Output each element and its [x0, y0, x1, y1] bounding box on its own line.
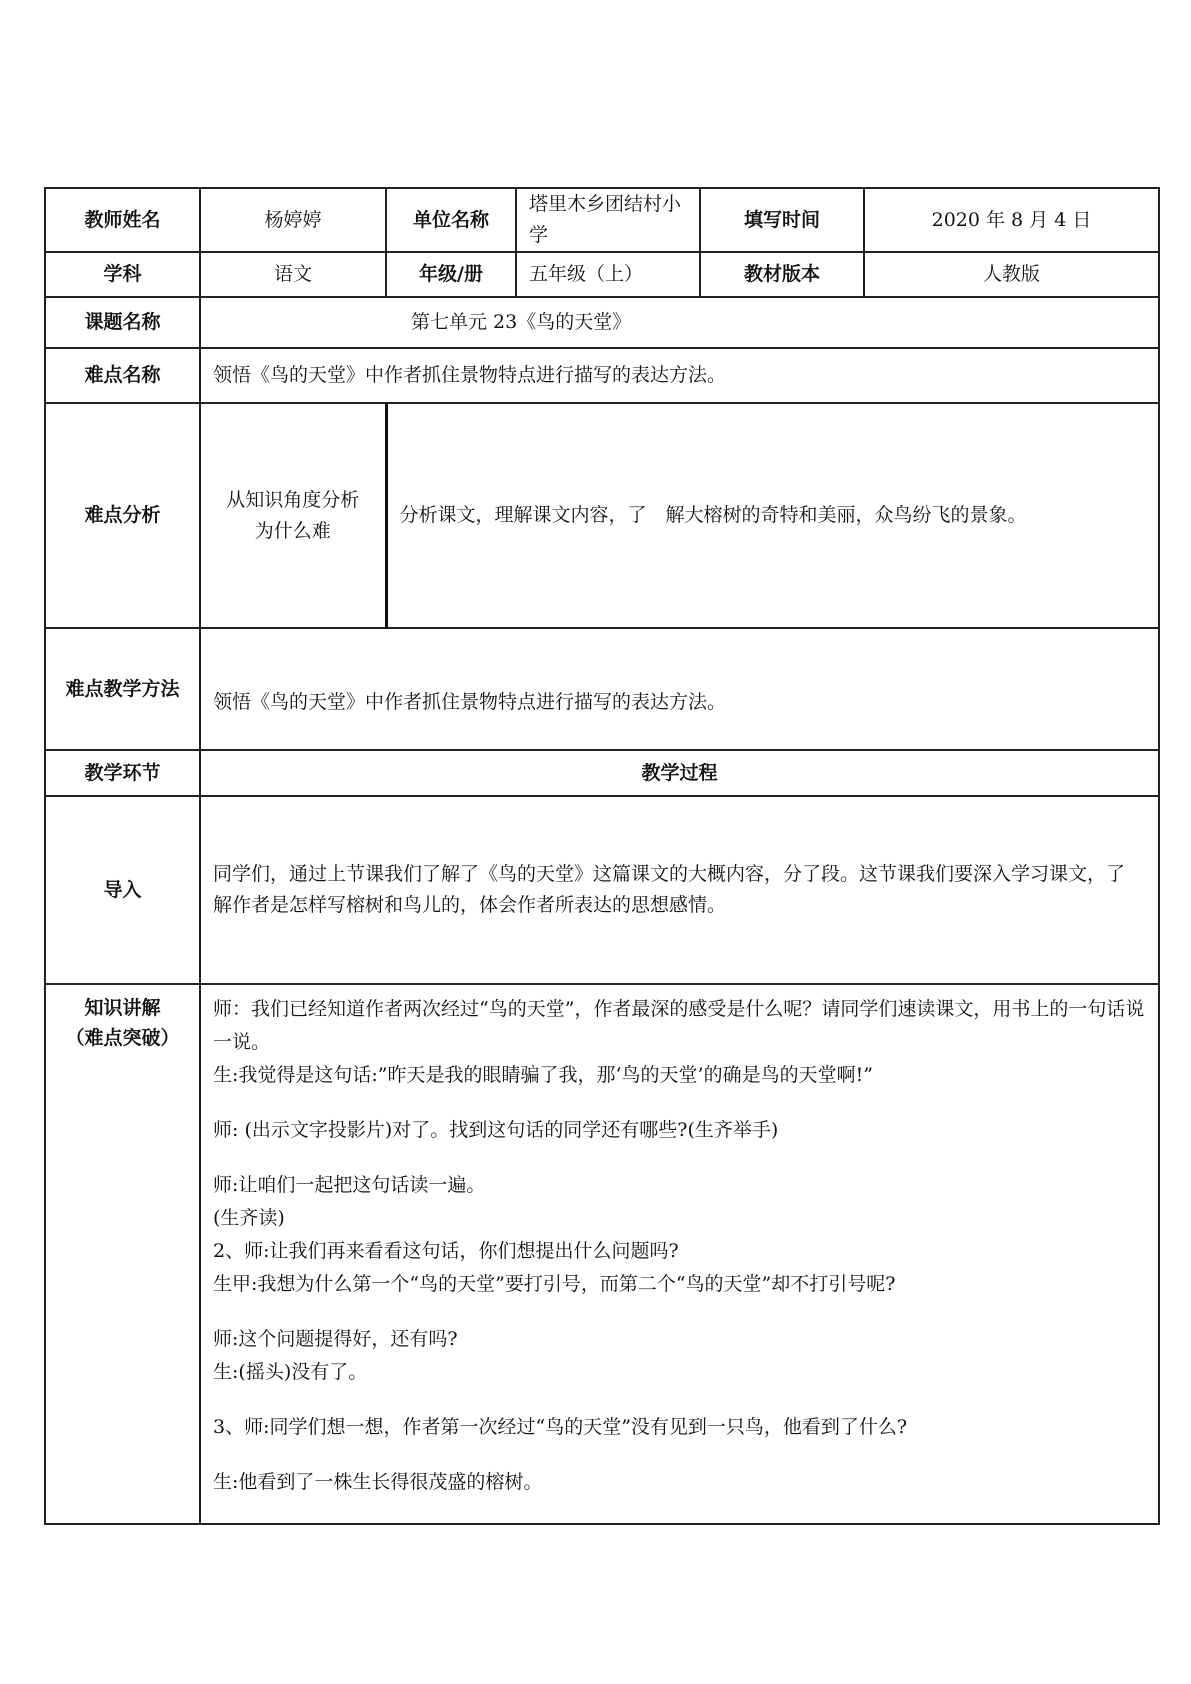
fill-time-label: 填写时间: [700, 188, 864, 252]
fill-time-value: 2020 年 8 月 4 日: [864, 188, 1159, 252]
knowledge-angle-label: 从知识角度分析为什么难: [200, 403, 386, 628]
difficulty-name-row: [45, 348, 1159, 403]
teacher-name-label: 教师姓名: [45, 188, 200, 252]
grade-value: 五年级（上）: [516, 252, 700, 297]
difficulty-analysis-row: [45, 403, 1159, 628]
lesson-title-row: [45, 297, 1159, 348]
process-line: 3、师:同学们想一想，作者第一次经过“鸟的天堂”没有见到一只鸟，他看到了什么?: [213, 1416, 908, 1438]
teacher-name-value: 杨婷婷: [200, 188, 386, 252]
grade-label: 年级/册: [386, 252, 516, 297]
process-gap: [213, 1389, 1146, 1411]
process-gap: [213, 1092, 1146, 1114]
process-gap: [213, 1444, 1146, 1466]
process-line: 师:让咱们一起把这句话读一遍。: [213, 1174, 486, 1196]
process-line: 生:我觉得是这句话:”昨天是我的眼睛骗了我，那‘鸟的天堂’的确是鸟的天堂啊!”: [213, 1064, 873, 1086]
process-line: 生:(摇头)没有了。: [213, 1361, 368, 1383]
difficulty-name-value: 领悟《鸟的天堂》中作者抓住景物特点进行描写的表达方法。: [200, 348, 1159, 403]
intro-label: 导入: [45, 796, 200, 984]
difficulty-method-label: 难点教学方法: [45, 628, 200, 750]
process-header-row: [45, 750, 1159, 796]
unit-name-value: 塔里木乡团结村小学: [516, 188, 700, 252]
lesson-title-label: 课题名称: [45, 297, 200, 348]
process-gap: [213, 1301, 1146, 1323]
difficulty-method-value: 领悟《鸟的天堂》中作者抓住景物特点进行描写的表达方法。: [200, 628, 1159, 750]
knowledge-explain-label-line2: （难点突破）: [65, 1027, 180, 1049]
knowledge-row: [45, 984, 1159, 1524]
difficulty-name-label: 难点名称: [45, 348, 200, 403]
textbook-version-value: 人教版: [864, 252, 1159, 297]
info-row-2: [45, 252, 1159, 297]
teaching-stage-label: 教学环节: [45, 750, 200, 796]
teaching-process-label: 教学过程: [200, 750, 1159, 796]
process-gap: [213, 1147, 1146, 1169]
knowledge-explain-label-line1: 知识讲解: [84, 997, 161, 1019]
difficulty-analysis-label: 难点分析: [45, 403, 200, 628]
lesson-plan-table: [44, 187, 1160, 1525]
intro-value: 同学们，通过上节课我们了解了《鸟的天堂》这篇课文的大概内容，分了段。这节课我们要深入学习课文，了 解作者是怎样写榕树和鸟儿的，体会作者所表达的思想感情。: [200, 796, 1159, 984]
difficulty-analysis-value: 分析课文，理解课文内容，了 解大榕树的奇特和美丽，众鸟纷飞的景象。: [386, 403, 1159, 628]
unit-name-label: 单位名称: [386, 188, 516, 252]
subject-label: 学科: [45, 252, 200, 297]
process-line: 生:他看到了一株生长得很茂盛的榕树。: [213, 1471, 543, 1493]
process-line: 生甲:我想为什么第一个“鸟的天堂”要打引号，而第二个“鸟的天堂”却不打引号呢?: [213, 1273, 896, 1295]
lesson-title-value: 第七单元 23《鸟的天堂》: [200, 297, 1159, 348]
knowledge-process-content: [200, 984, 1159, 1524]
intro-row: [45, 796, 1159, 984]
process-line: 师: (出示文字投影片)对了。找到这句话的同学还有哪些?(生齐举手): [213, 1119, 779, 1141]
process-line: 师:这个问题提得好，还有吗?: [213, 1328, 458, 1350]
process-line: (生齐读): [213, 1207, 285, 1229]
process-lines: [213, 993, 1146, 1499]
process-line: 2、师:让我们再来看看这句话，你们想提出什么问题吗?: [213, 1240, 679, 1262]
info-row-1: [45, 188, 1159, 252]
process-line: 师：我们已经知道作者两次经过“鸟的天堂”，作者最深的感受是什么呢？请同学们速读课文，用书上的一句话说一说。: [213, 998, 1145, 1053]
knowledge-explain-label: [45, 984, 200, 1524]
difficulty-method-row: [45, 628, 1159, 750]
textbook-version-label: 教材版本: [700, 252, 864, 297]
subject-value: 语文: [200, 252, 386, 297]
